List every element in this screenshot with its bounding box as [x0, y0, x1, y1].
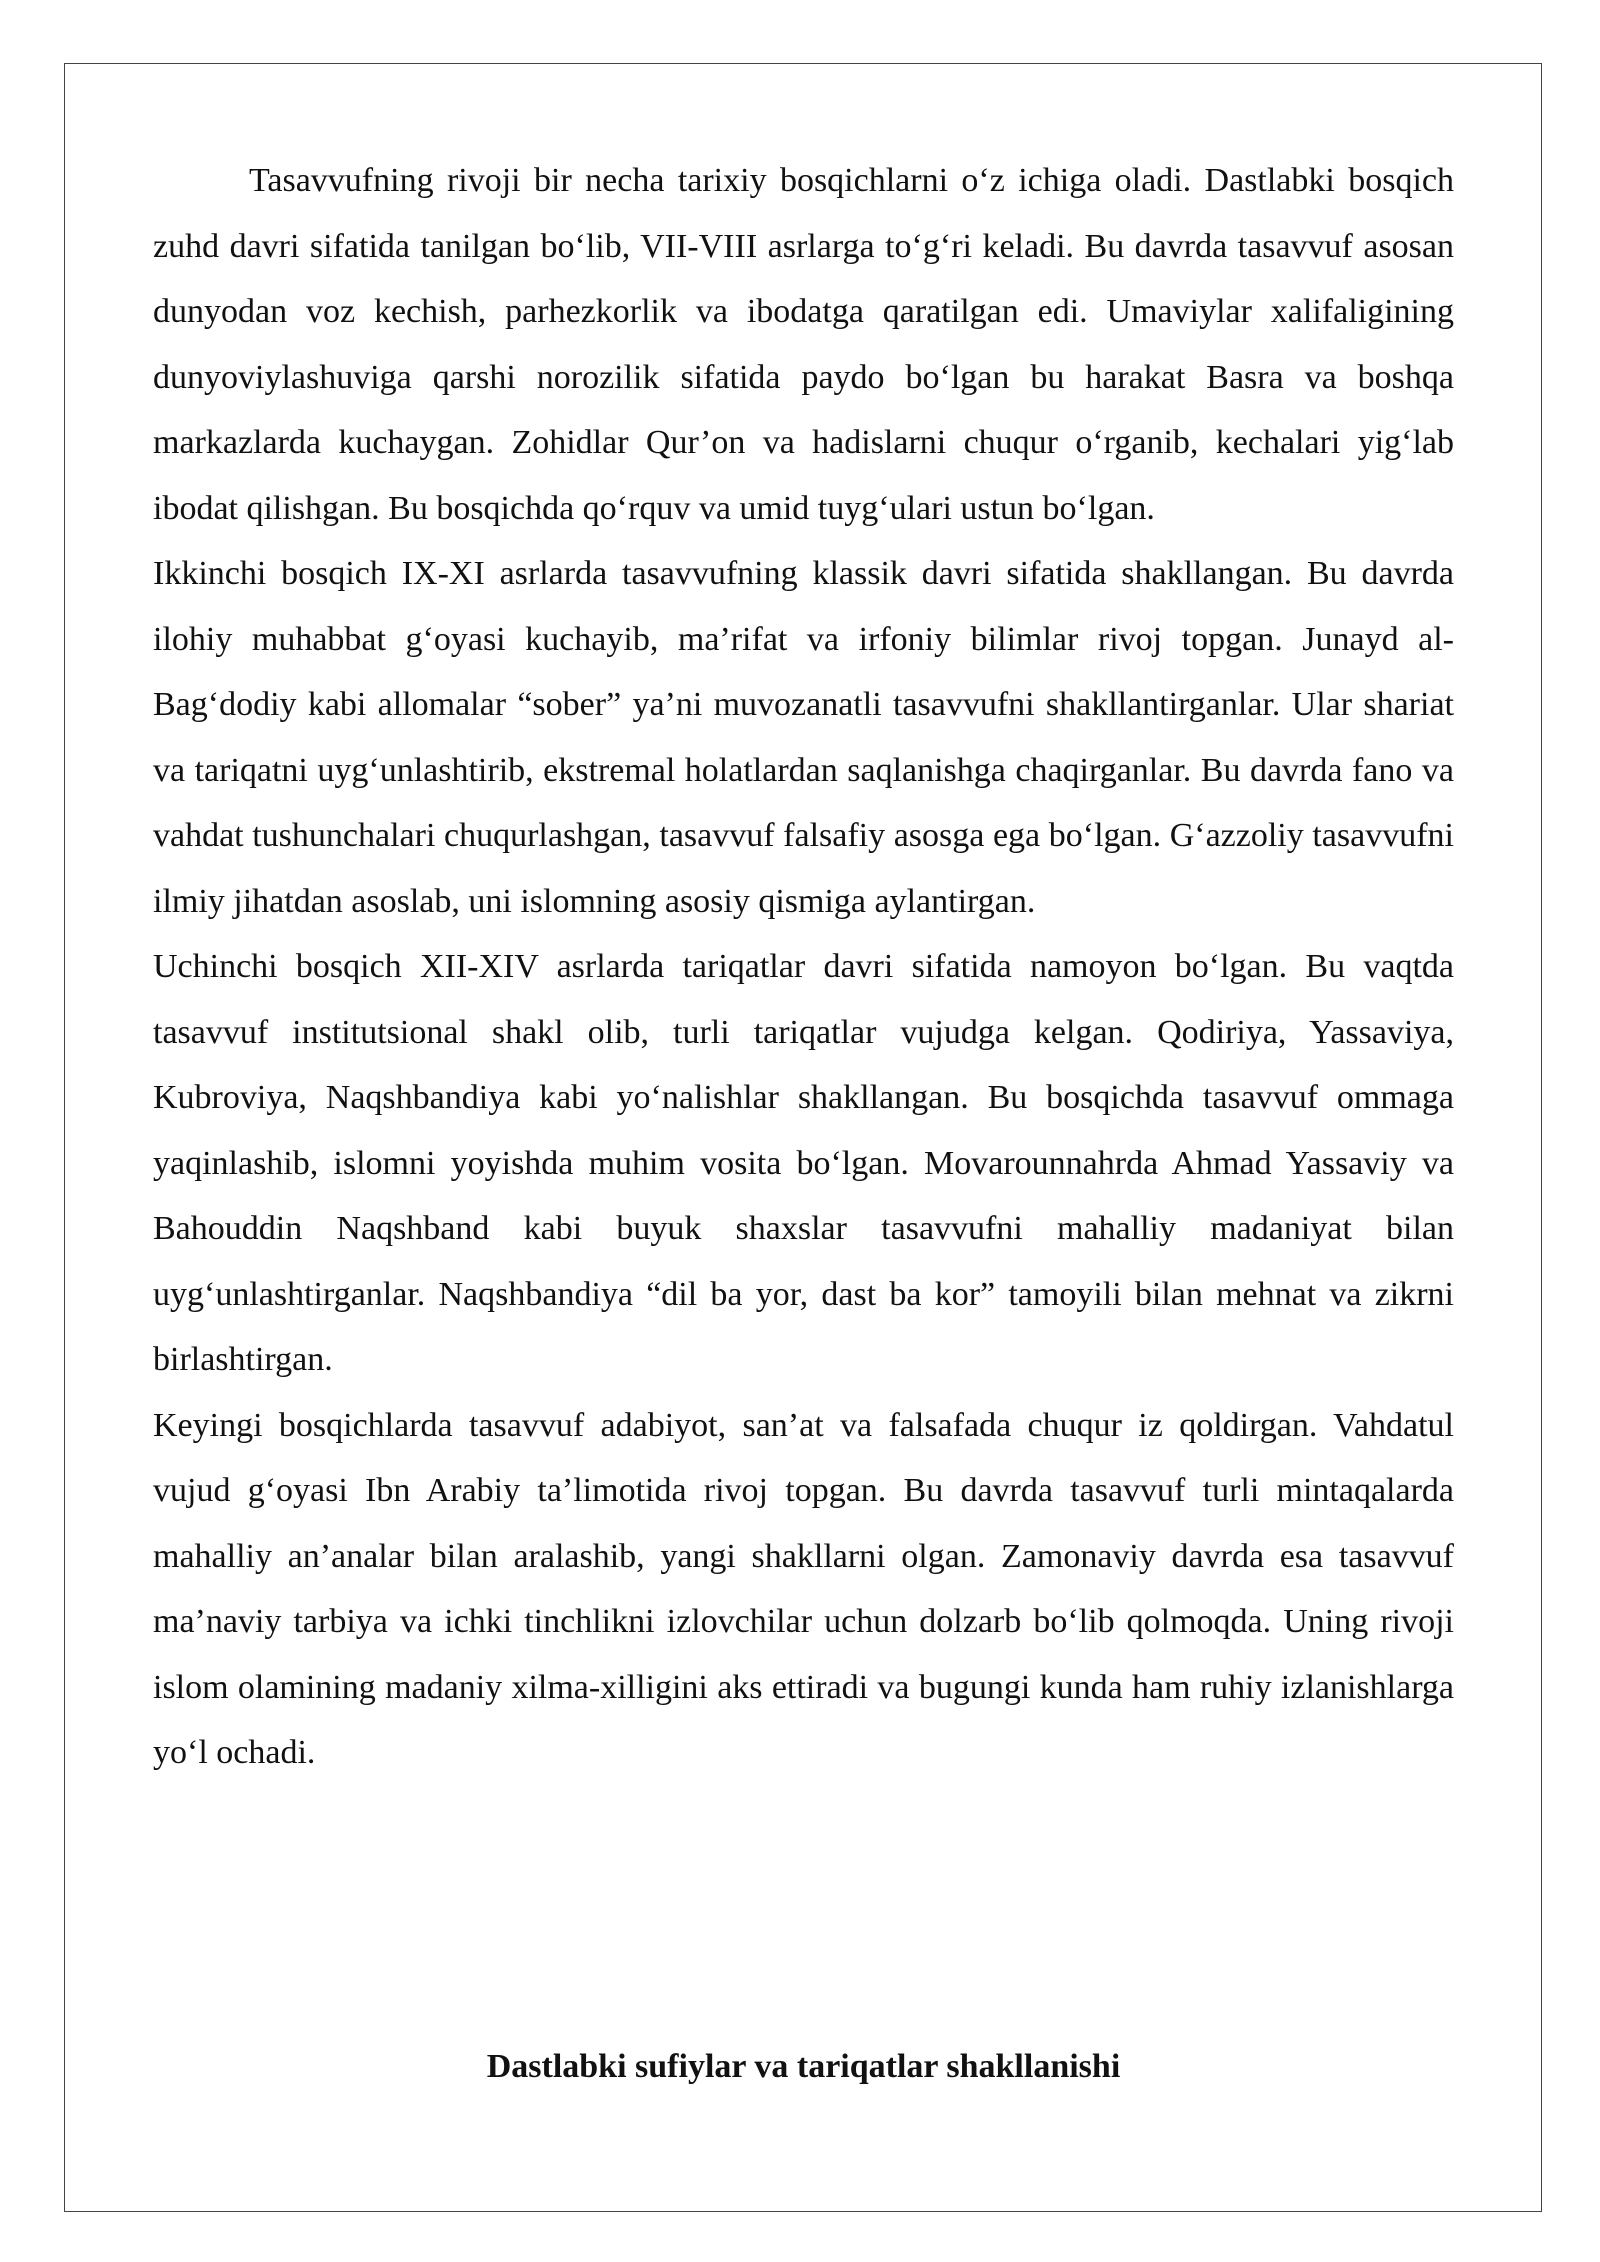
document-body: [153, 148, 1454, 1786]
section-heading: Dastlabki sufiylar va tariqatlar shakllanishi: [486, 2048, 1121, 2085]
paragraph-3: Uchinchi bosqich XII-XIV asrlarda tariqatlar davri sifatida namoyon bo‘lgan. Bu vaqtda tasavvuf institutsional shakl olib, turli tariqatlar vujudga kelgan. Qodiriya, Yassaviya, Kubroviya, Naqshbandiya kabi yo‘nalishlar shakllangan. Bu bosqichda tasavvuf ommaga yaqinlashib, islomni yoyishda muhim vosita bo‘lgan. Movarounnahrda Ahmad Yassaviy va Bahouddin Naqshband kabi buyuk shaxslar tasavvufni mahalliy madaniyat bilan uyg‘unlashtirganlar. Naqshbandiya “dil ba yor, dast ba kor” tamoyili bilan mehnat va zikrni birlashtirgan.: [153, 948, 1454, 1378]
paragraph-1: Tasavvufning rivoji bir necha tarixiy bosqichlarni o‘z ichiga oladi. Dastlabki bosqich zuhd davri sifatida tanilgan bo‘lib, VII-VIII asrlarga to‘g‘ri keladi. Bu davrda tasavvuf asosan dunyodan voz kechish, parhezkorlik va ibodatga qaratilgan edi. Umaviylar xalifaligining dunyoviylashuviga qarshi norozilik sifatida paydo bo‘lgan bu harakat Basra va boshqa markazlarda kuchaygan. Zohidlar Qur’on va hadislarni chuqur o‘rganib, kechalari yig‘lab ibodat qilishgan. Bu bosqichda qo‘rquv va umid tuyg‘ulari ustun bo‘lgan.: [153, 162, 1454, 527]
paragraph-4: Keyingi bosqichlarda tasavvuf adabiyot, san’at va falsafada chuqur iz qoldirgan. Vahdatul vujud g‘oyasi Ibn Arabiy ta’limotida rivoj topgan. Bu davrda tasavvuf turli mintaqalarda mahalliy an’analar bilan aralashib, yangi shakllarni olgan. Zamonaviy davrda esa tasavvuf ma’naviy tarbiya va ichki tinchlikni izlovchilar uchun dolzarb bo‘lib qolmoqda. Uning rivoji islom olamining madaniy xilma-xilligini aks ettiradi va bugungi kunda ham ruhiy izlanishlarga yo‘l ochadi.: [153, 1406, 1454, 1771]
paragraph-2: Ikkinchi bosqich IX-XI asrlarda tasavvufning klassik davri sifatida shakllangan. Bu davrda ilohiy muhabbat g‘oyasi kuchayib, ma’rifat va irfoniy bilimlar rivoj topgan. Junayd al-Bag‘dodiy kabi allomalar “sober” ya’ni muvozanatli tasavvufni shakllantirganlar. Ular shariat va tariqatni uyg‘unlashtirib, ekstremal holatlardan saqlanishga chaqirganlar. Bu davrda fano va vahdat tushunchalari chuqurlashgan, tasavvuf falsafiy asosga ega bo‘lgan. G‘azzoliy tasavvufni ilmiy jihatdan asoslab, uni islomning asosiy qismiga aylantirgan.: [153, 555, 1454, 920]
